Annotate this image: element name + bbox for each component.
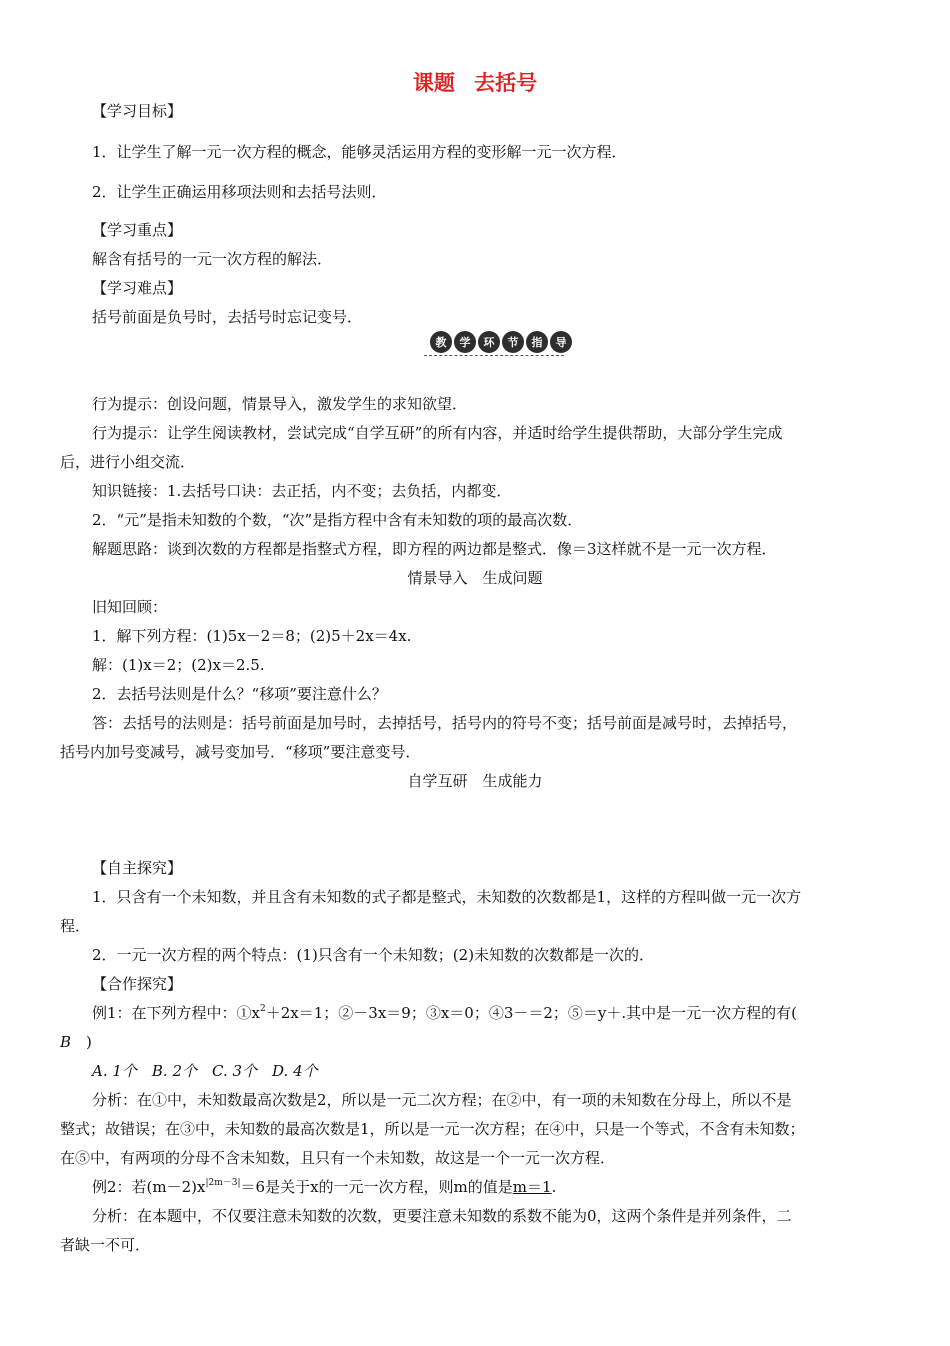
review-answer-1: 解：(1)x＝2；(2)x＝2.5. — [92, 656, 265, 674]
guide-line-1: 行为提示：创设问题，情景导入，激发学生的求知欲望． — [92, 395, 468, 413]
analysis-2a: 分析：在本题中，不仅要注意未知数的次数，更要注意未知数的系数不能为0，这两个条件是并列条件，二 — [92, 1207, 792, 1225]
banner-char: 环 — [478, 331, 500, 353]
key-points-heading: 【学习重点】 — [92, 221, 183, 239]
guide-line-2a: 行为提示：让学生阅读教材，尝试完成“自学互研”的所有内容，并适时给学生提供帮助，大部分学生完成 — [92, 424, 783, 442]
difficulties-heading: 【学习难点】 — [92, 279, 183, 297]
analysis-1a: 分析：在①中，未知数最高次数是2，所以是一元二次方程；在②中，有一项的未知数在分母上，所以不是 — [92, 1091, 792, 1109]
example-1-text-cont: ＋2x＝1；②－3x＝9；③x＝0；④3－＝2；⑤＝y＋.其中是一元一次方程的有( — [265, 1004, 798, 1022]
key-points-text: 解含有括号的一元一次方程的解法． — [92, 250, 333, 268]
review-question-2: 2．去括号法则是什么？“移项”要注意什么？ — [92, 685, 387, 703]
explore-item-1b: 程． — [60, 917, 91, 935]
analysis-2b: 者缺一不可． — [60, 1236, 151, 1254]
teaching-guide-banner — [424, 331, 567, 359]
banner-char: 学 — [454, 331, 476, 353]
example-2 — [92, 1176, 556, 1198]
banner-underline — [424, 355, 564, 356]
page-title: 课题 去括号 — [412, 71, 538, 95]
banner-char: 指 — [526, 331, 548, 353]
guide-line-2b: 后，进行小组交流． — [60, 453, 196, 471]
example-2-text: 例2：若(m－2)x — [92, 1178, 206, 1196]
review-answer-2b: 括号内加号变减号，减号变加号．“移项”要注意变号． — [60, 743, 421, 761]
coop-explore-heading: 【合作探究】 — [92, 975, 183, 993]
knowledge-link: 知识链接：1.去括号口诀：去正括，内不变；去负括，内都变． — [92, 482, 512, 500]
example-1-close: ) — [71, 1033, 92, 1051]
example-1-text: 例1：在下列方程中：①x — [92, 1004, 261, 1022]
section2-title: 自学互研 生成能力 — [407, 772, 543, 790]
objective-item-1: 1．让学生了解一元一次方程的概念，能够灵活运用方程的变形解一元一次方程． — [92, 143, 627, 161]
example-2-end: . — [551, 1178, 557, 1196]
exponent: |2m－3| — [205, 1178, 241, 1188]
banner-char: 教 — [430, 331, 452, 353]
analysis-1b: 整式；故错误；在③中，未知数的最高次数是1，所以是一元一次方程；在④中，只是一个等式，不含有未知数； — [60, 1120, 805, 1138]
objective-item-2: 2．让学生正确运用移项法则和去括号法则． — [92, 183, 387, 201]
review-answer-2a: 答：去括号的法则是：括号前面是加号时，去掉括号，括号内的符号不变；括号前面是减号时，去掉括号， — [92, 714, 798, 732]
review-label: 旧知回顾： — [92, 598, 168, 616]
banner-char: 节 — [502, 331, 524, 353]
explore-item-2: 2．一元一次方程的两个特点：(1)只含有一个未知数；(2)未知数的次数都是一次的． — [92, 946, 655, 964]
review-question-1: 1．解下列方程：(1)5x－2＝8；(2)5＋2x＝4x. — [92, 627, 412, 645]
example-2-answer: m＝1 — [512, 1178, 552, 1196]
self-explore-heading: 【自主探究】 — [92, 859, 183, 877]
solving-idea: 解题思路：谈到次数的方程都是指整式方程，即方程的两边都是整式．像＝3这样就不是一元一次方程． — [92, 540, 777, 558]
section1-title: 情景导入 生成问题 — [407, 569, 543, 587]
analysis-1c: 在⑤中，有两项的分母不含未知数，且只有一个未知数，故这是一个一元一次方程． — [60, 1149, 616, 1167]
banner-char: 导 — [550, 331, 572, 353]
knowledge-link-2: 2．“元”是指未知数的个数，“次”是指方程中含有未知数的项的最高次数． — [92, 511, 583, 529]
example-2-text-cont: ＝6是关于x的一元一次方程，则m的值是 — [240, 1178, 513, 1196]
exponent: 2 — [260, 1004, 266, 1014]
example-1-answer: B — [60, 1033, 72, 1051]
example-1 — [92, 1002, 797, 1024]
example-1-answer-line — [60, 1031, 92, 1053]
objectives-heading: 【学习目标】 — [92, 102, 183, 120]
difficulties-text: 括号前面是负号时，去括号时忘记变号． — [92, 308, 363, 326]
explore-item-1a: 1．只含有一个未知数，并且含有未知数的式子都是整式，未知数的次数都是1，这样的方程叫做一元一次方 — [92, 888, 802, 906]
example-1-options: A. 1个 B. 2个 C. 3个 D. 4个 — [92, 1062, 318, 1080]
